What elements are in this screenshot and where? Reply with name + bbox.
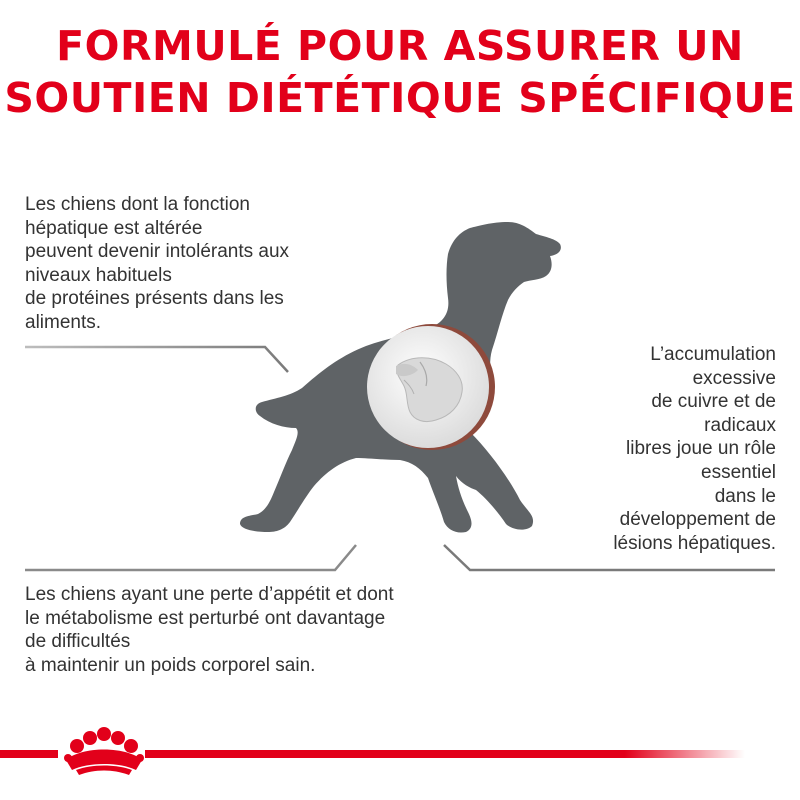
title-line-2: SOUTIEN DIÉTÉTIQUE SPÉCIFIQUE xyxy=(4,74,796,122)
leader-line-right xyxy=(444,545,775,570)
callout-line: Les chiens dont la fonction xyxy=(25,194,250,215)
crown-logo-icon xyxy=(64,727,144,775)
callout-line: niveaux habituels xyxy=(25,264,172,286)
liver-icon xyxy=(367,324,495,450)
callout-line: développement de xyxy=(619,509,776,531)
callout-line: libres joue un rôle xyxy=(626,438,776,460)
callout-line: essentiel xyxy=(701,461,776,483)
leader-line-bottom xyxy=(25,545,356,570)
callout-line: de difficultés xyxy=(25,631,131,653)
callout-line: L’accumulation xyxy=(650,344,776,365)
callout-line: Les chiens ayant une perte d’appétit et dont xyxy=(25,584,394,605)
brand-bar-left xyxy=(0,750,58,758)
callout-line: lésions hépatiques. xyxy=(613,532,776,554)
callout-line: radicaux xyxy=(704,414,776,436)
callout-line: excessive xyxy=(692,367,776,389)
title-line-1: FORMULÉ POUR ASSURER UN xyxy=(56,22,744,70)
brand-bar-right xyxy=(145,750,745,758)
callout-line: aliments. xyxy=(25,311,102,333)
callout-line: de protéines présents dans les xyxy=(25,288,284,310)
leader-line-left xyxy=(25,347,288,372)
callout-line: le métabolisme est perturbé ont davantage xyxy=(25,607,386,629)
callout-line: dans le xyxy=(714,485,776,507)
callout-line: de cuivre et de xyxy=(651,391,776,413)
callout-line: hépatique est altérée xyxy=(25,217,203,239)
callout-line: peuvent devenir intolérants aux xyxy=(25,241,290,263)
callout-line: à maintenir un poids corporel sain. xyxy=(25,654,316,676)
